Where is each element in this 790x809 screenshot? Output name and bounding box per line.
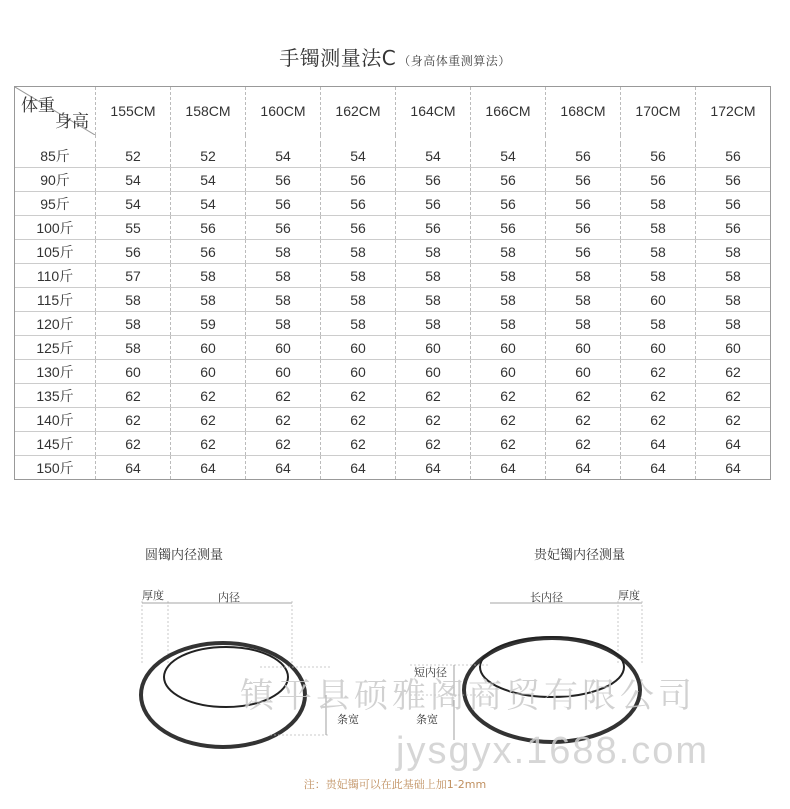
- size-cell: 56: [546, 216, 621, 240]
- size-cell: 60: [246, 360, 321, 384]
- size-cell: 60: [96, 360, 171, 384]
- size-cell: 64: [96, 456, 171, 480]
- title-subtitle: （身高体重测算法）: [398, 54, 511, 68]
- size-cell: 56: [696, 192, 771, 216]
- size-cell: 56: [396, 168, 471, 192]
- table-row: [15, 360, 771, 384]
- size-cell: 62: [546, 432, 621, 456]
- watermark-site: jysgyx.1688.com: [396, 730, 710, 772]
- size-cell: 58: [621, 264, 696, 288]
- size-cell: 62: [696, 384, 771, 408]
- size-cell: 58: [471, 312, 546, 336]
- size-cell: 62: [96, 408, 171, 432]
- size-cell: 60: [471, 360, 546, 384]
- size-cell: 58: [471, 288, 546, 312]
- size-cell: 56: [696, 216, 771, 240]
- size-cell: 58: [696, 288, 771, 312]
- size-cell: 64: [246, 456, 321, 480]
- size-cell: 62: [171, 408, 246, 432]
- size-cell: 60: [696, 336, 771, 360]
- size-cell: 58: [696, 264, 771, 288]
- size-cell: 58: [546, 264, 621, 288]
- size-cell: 62: [96, 384, 171, 408]
- size-cell: 62: [621, 408, 696, 432]
- size-cell: 58: [396, 240, 471, 264]
- size-cell: 64: [396, 456, 471, 480]
- size-cell: 62: [396, 432, 471, 456]
- size-cell: 60: [546, 360, 621, 384]
- size-cell: 62: [396, 408, 471, 432]
- size-cell: 54: [171, 192, 246, 216]
- size-cell: 62: [621, 384, 696, 408]
- height-header: 164CM: [396, 87, 471, 136]
- size-cell: 60: [396, 336, 471, 360]
- size-cell: 58: [246, 288, 321, 312]
- weight-cell: 145斤: [15, 432, 96, 456]
- size-cell: 56: [321, 216, 396, 240]
- height-header: 155CM: [96, 87, 171, 136]
- title-main: 手镯测量法C: [279, 46, 397, 70]
- table-row: [15, 264, 771, 288]
- table-row: [15, 288, 771, 312]
- table-row: [15, 408, 771, 432]
- weight-cell: 150斤: [15, 456, 96, 480]
- size-cell: 64: [621, 456, 696, 480]
- table-row: [15, 192, 771, 216]
- size-cell: 56: [321, 192, 396, 216]
- size-cell: 56: [696, 144, 771, 168]
- size-cell: 62: [696, 360, 771, 384]
- size-cell: 58: [96, 288, 171, 312]
- weight-cell: 135斤: [15, 384, 96, 408]
- page-title: [0, 42, 790, 71]
- size-cell: 56: [396, 192, 471, 216]
- oval-band-width-label: 条宽: [416, 713, 438, 726]
- weight-cell: 95斤: [15, 192, 96, 216]
- size-cell: 56: [546, 168, 621, 192]
- size-cell: 57: [96, 264, 171, 288]
- table-row: [15, 144, 771, 168]
- header-row: [15, 87, 771, 136]
- oval-bangle-title: 贵妃镯内径测量: [534, 548, 626, 563]
- size-table: [14, 86, 771, 480]
- size-cell: 62: [246, 384, 321, 408]
- size-cell: 56: [546, 240, 621, 264]
- height-header: 168CM: [546, 87, 621, 136]
- table-row: [15, 216, 771, 240]
- size-cell: 59: [171, 312, 246, 336]
- size-cell: 58: [246, 264, 321, 288]
- size-cell: 58: [321, 264, 396, 288]
- size-cell: 64: [696, 432, 771, 456]
- height-header: 160CM: [246, 87, 321, 136]
- size-cell: 56: [321, 168, 396, 192]
- size-cell: 52: [171, 144, 246, 168]
- size-cell: 56: [396, 216, 471, 240]
- size-cell: 58: [96, 312, 171, 336]
- size-cell: 56: [246, 216, 321, 240]
- size-cell: 56: [471, 168, 546, 192]
- height-header: 166CM: [471, 87, 546, 136]
- size-cell: 62: [246, 432, 321, 456]
- size-cell: 62: [171, 384, 246, 408]
- size-cell: 56: [471, 192, 546, 216]
- size-cell: 64: [471, 456, 546, 480]
- size-cell: 60: [321, 360, 396, 384]
- table-row: [15, 312, 771, 336]
- size-cell: 54: [321, 144, 396, 168]
- height-header: 172CM: [696, 87, 771, 136]
- size-cell: 56: [171, 216, 246, 240]
- oval-long-diameter-label: 长内径: [530, 591, 563, 604]
- size-cell: 62: [471, 432, 546, 456]
- size-cell: 62: [171, 432, 246, 456]
- size-cell: 62: [321, 384, 396, 408]
- size-cell: 64: [696, 456, 771, 480]
- size-cell: 58: [171, 264, 246, 288]
- size-cell: 58: [321, 288, 396, 312]
- weight-cell: 115斤: [15, 288, 96, 312]
- size-cell: 58: [471, 240, 546, 264]
- weight-cell: 120斤: [15, 312, 96, 336]
- size-cell: 60: [621, 336, 696, 360]
- size-cell: 58: [246, 240, 321, 264]
- size-cell: 54: [171, 168, 246, 192]
- size-cell: 60: [621, 288, 696, 312]
- weight-cell: 130斤: [15, 360, 96, 384]
- size-cell: 56: [96, 240, 171, 264]
- size-cell: 54: [246, 144, 321, 168]
- table-row: [15, 456, 771, 480]
- size-cell: 58: [396, 288, 471, 312]
- size-cell: 58: [546, 312, 621, 336]
- size-cell: 54: [96, 168, 171, 192]
- weight-cell: 125斤: [15, 336, 96, 360]
- height-header: 158CM: [171, 87, 246, 136]
- size-cell: 60: [471, 336, 546, 360]
- size-cell: 56: [471, 216, 546, 240]
- size-cell: 56: [246, 168, 321, 192]
- size-cell: 58: [96, 336, 171, 360]
- size-cell: 58: [546, 288, 621, 312]
- size-cell: 54: [396, 144, 471, 168]
- size-cell: 56: [546, 144, 621, 168]
- size-cell: 64: [546, 456, 621, 480]
- size-cell: 58: [321, 240, 396, 264]
- size-cell: 62: [321, 408, 396, 432]
- height-header: 170CM: [621, 87, 696, 136]
- size-cell: 58: [471, 264, 546, 288]
- size-cell: 56: [546, 192, 621, 216]
- oval-short-diameter-label: 短内径: [414, 666, 447, 679]
- size-cell: 62: [96, 432, 171, 456]
- size-cell: 56: [171, 240, 246, 264]
- size-cell: 58: [171, 288, 246, 312]
- size-cell: 56: [621, 144, 696, 168]
- size-cell: 58: [396, 264, 471, 288]
- size-cell: 60: [321, 336, 396, 360]
- round-inner-diameter-label: 内径: [218, 591, 240, 604]
- table-row: [15, 384, 771, 408]
- size-cell: 58: [621, 192, 696, 216]
- size-cell: 64: [321, 456, 396, 480]
- size-cell: 56: [246, 192, 321, 216]
- oval-thickness-label: 厚度: [618, 589, 640, 602]
- table-row: [15, 432, 771, 456]
- size-cell: 62: [621, 360, 696, 384]
- table-row: [15, 168, 771, 192]
- size-cell: 62: [546, 408, 621, 432]
- size-cell: 64: [621, 432, 696, 456]
- size-cell: 58: [321, 312, 396, 336]
- round-band-width-label: 条宽: [337, 713, 359, 726]
- size-cell: 58: [396, 312, 471, 336]
- size-cell: 62: [471, 384, 546, 408]
- weight-cell: 110斤: [15, 264, 96, 288]
- size-cell: 60: [171, 336, 246, 360]
- size-cell: 58: [696, 312, 771, 336]
- weight-cell: 140斤: [15, 408, 96, 432]
- table-spacer: [15, 135, 771, 144]
- size-cell: 58: [621, 216, 696, 240]
- corner-cell: [15, 87, 96, 136]
- size-cell: 58: [621, 240, 696, 264]
- size-cell: 62: [471, 408, 546, 432]
- corner-weight-label: 体重: [21, 96, 55, 115]
- size-cell: 60: [246, 336, 321, 360]
- size-cell: 56: [621, 168, 696, 192]
- table-row: [15, 336, 771, 360]
- size-cell: 52: [96, 144, 171, 168]
- size-cell: 64: [171, 456, 246, 480]
- size-cell: 62: [246, 408, 321, 432]
- corner-height-label: 身高: [55, 112, 89, 131]
- weight-cell: 100斤: [15, 216, 96, 240]
- table-row: [15, 240, 771, 264]
- round-thickness-label: 厚度: [142, 589, 164, 602]
- size-cell: 62: [696, 408, 771, 432]
- size-cell: 54: [96, 192, 171, 216]
- size-cell: 60: [396, 360, 471, 384]
- watermark-company: 镇平县硕雅阁商贸有限公司: [240, 676, 696, 716]
- size-cell: 58: [621, 312, 696, 336]
- footnote: 注：贵妃镯可以在此基础上加1-2mm: [303, 778, 487, 791]
- size-cell: 62: [546, 384, 621, 408]
- size-cell: 54: [471, 144, 546, 168]
- weight-cell: 90斤: [15, 168, 96, 192]
- size-cell: 62: [396, 384, 471, 408]
- size-cell: 55: [96, 216, 171, 240]
- round-bangle-title: 圆镯内径测量: [145, 548, 224, 563]
- size-cell: 58: [246, 312, 321, 336]
- weight-cell: 105斤: [15, 240, 96, 264]
- height-header: 162CM: [321, 87, 396, 136]
- size-cell: 62: [321, 432, 396, 456]
- size-cell: 60: [546, 336, 621, 360]
- weight-cell: 85斤: [15, 144, 96, 168]
- size-cell: 56: [696, 168, 771, 192]
- size-cell: 58: [696, 240, 771, 264]
- size-cell: 60: [171, 360, 246, 384]
